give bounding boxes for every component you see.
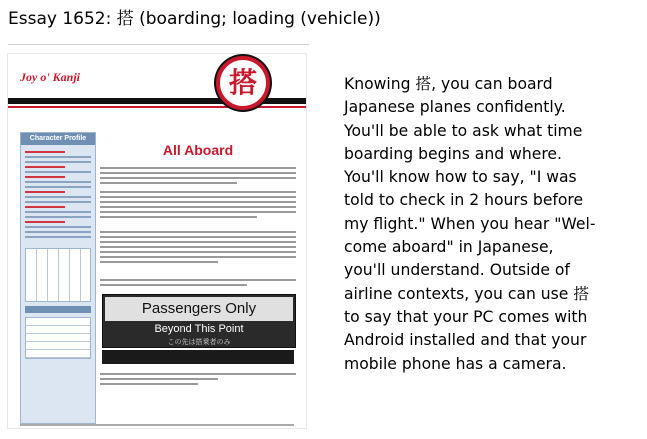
- essay-line: to say that your PC comes with: [344, 307, 588, 326]
- profile-text: [21, 145, 95, 244]
- title-divider: [8, 44, 309, 45]
- article-paragraph: [100, 164, 296, 187]
- essay-line: mobile phone has a camera.: [344, 354, 567, 373]
- essay-page-thumbnail: [8, 54, 306, 428]
- readings-table: [25, 317, 91, 359]
- essay-text: [344, 73, 644, 376]
- essay-title: Essay 1652: 搭 (boarding; loading (vehicle)): [8, 9, 381, 29]
- article-paragraph: [100, 276, 296, 289]
- sign-text-middle: Beyond This Point: [154, 323, 244, 335]
- essay-line: boarding begins and where.: [344, 144, 562, 163]
- essay-line: you'll understand. Outside of: [344, 261, 570, 280]
- essay-line: Android installed and that your: [344, 331, 587, 350]
- essay-line: Japanese planes confidently.: [344, 98, 566, 117]
- character-profile-panel: [20, 132, 96, 424]
- page-footer: [20, 424, 294, 426]
- header-accent: [8, 106, 306, 108]
- stroke-order-grid: [25, 248, 91, 302]
- article-title: All Aboard: [162, 142, 234, 158]
- photo-caption-band: [102, 350, 294, 364]
- character-profile-heading: Character Profile: [21, 133, 95, 145]
- photo-caption: [100, 370, 296, 388]
- article-paragraph: [100, 188, 296, 221]
- article-paragraph: [100, 228, 296, 266]
- essay-line: Knowing 搭, you can board: [344, 75, 553, 93]
- essay-line: You'll know how to say, "I was: [344, 168, 577, 187]
- essay-line: You'll be able to ask what time: [344, 121, 583, 140]
- sign-text-japanese: この先は搭乗者のみ: [167, 339, 231, 346]
- essay-line: my flight." When you hear "Wel-: [344, 214, 596, 233]
- essay-line: told to check in 2 hours before: [344, 191, 584, 210]
- passengers-only-sign-photo: [102, 294, 296, 348]
- joy-o-kanji-logo: Joy o' Kanji: [20, 70, 81, 84]
- essay-line: airline contexts, you can use 搭: [344, 284, 589, 303]
- essay-line: come aboard" in Japanese,: [344, 238, 554, 257]
- sign-text-top: Passengers Only: [105, 297, 293, 321]
- readings-table-head: [25, 306, 91, 313]
- kanji-badge: 搭: [216, 56, 270, 110]
